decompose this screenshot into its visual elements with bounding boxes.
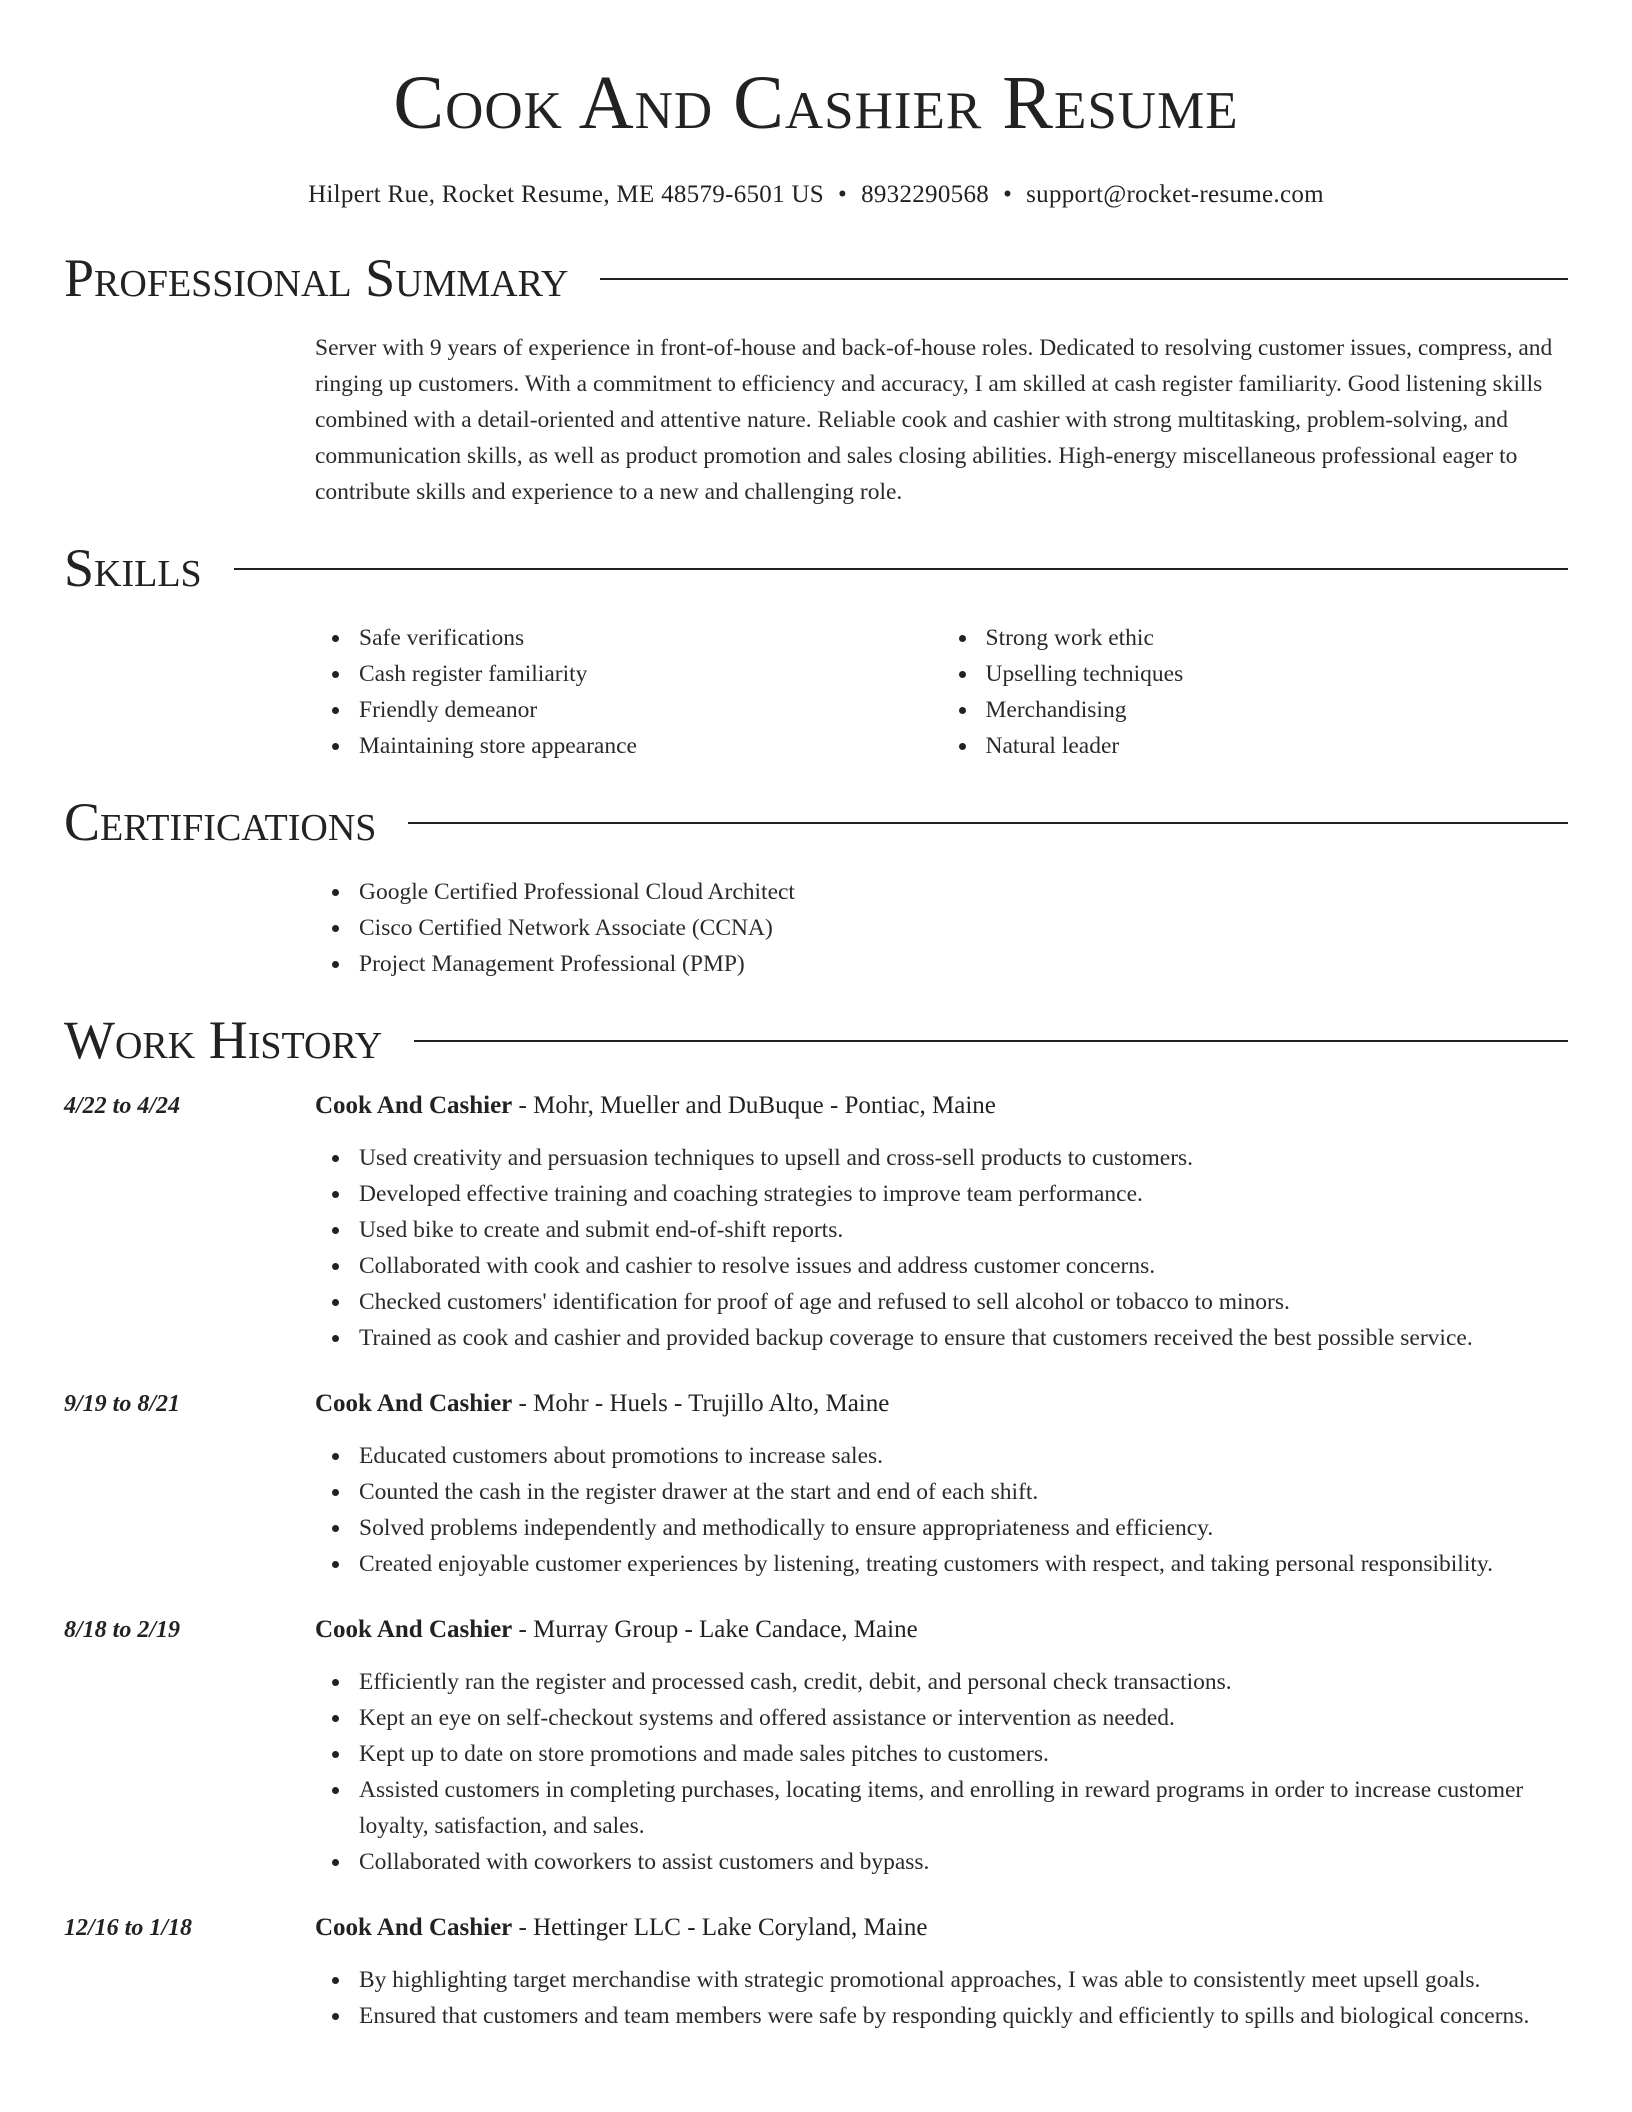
job-bullet: Developed effective training and coaching strategies to improve team performance. <box>359 1176 1568 1212</box>
job-entry <box>64 1088 1568 1356</box>
job-dates: 4/22 to 4/24 <box>64 1093 181 1119</box>
section-divider <box>234 568 1568 570</box>
contact-separator: • <box>838 181 848 208</box>
skill-item: Safe verifications <box>359 620 942 656</box>
job-header <box>64 1088 1568 1124</box>
certifications-section-header <box>64 792 1568 852</box>
contact-phone: 8932290568 <box>861 181 990 208</box>
skill-item: Cash register familiarity <box>359 656 942 692</box>
job-bullets <box>315 1664 1568 1880</box>
summary-section-title: Professional Summary <box>64 248 569 308</box>
job-header <box>64 1612 1568 1648</box>
skills-list-right <box>942 620 1569 764</box>
certifications-block <box>315 874 1568 982</box>
work-section-title: Work History <box>64 1010 383 1070</box>
skills-section-title: Skills <box>64 538 202 598</box>
job-title: Cook And Cashier <box>315 1616 513 1643</box>
work-section-header <box>64 1010 1568 1070</box>
contact-address: Hilpert Rue, Rocket Resume, ME 48579-6501 US <box>308 181 824 208</box>
job-bullet: Counted the cash in the register drawer at the start and end of each shift. <box>359 1474 1568 1510</box>
job-entry <box>64 1612 1568 1880</box>
contact-separator: • <box>1003 181 1013 208</box>
contact-line <box>64 180 1568 210</box>
summary-section-header <box>64 248 1568 308</box>
section-divider <box>414 1040 1568 1042</box>
job-employer: - Mohr, Mueller and DuBuque - Pontiac, Maine <box>512 1092 996 1119</box>
job-employer: - Murray Group - Lake Candace, Maine <box>512 1616 918 1643</box>
job-heading <box>315 1910 927 1946</box>
job-heading <box>315 1386 889 1422</box>
skills-grid <box>315 620 1568 764</box>
job-bullet: Collaborated with cook and cashier to resolve issues and address customer concerns. <box>359 1248 1568 1284</box>
certification-item: Project Management Professional (PMP) <box>359 946 1568 982</box>
job-bullet: Checked customers' identification for proof of age and refused to sell alcohol or tobacco to minors. <box>359 1284 1568 1320</box>
job-heading <box>315 1088 996 1124</box>
job-bullets <box>315 1438 1568 1582</box>
job-bullets <box>315 1140 1568 1356</box>
job-bullet: By highlighting target merchandise with strategic promotional approaches, I was able to consistently meet upsell goals. <box>359 1962 1568 1998</box>
skill-item: Maintaining store appearance <box>359 728 942 764</box>
contact-email: support@rocket-resume.com <box>1026 181 1324 208</box>
job-employer: - Mohr - Huels - Trujillo Alto, Maine <box>512 1390 890 1417</box>
summary-text: Server with 9 years of experience in front-of-house and back-of-house roles. Dedicated to resolving customer issues, compress, and ringing up customers. With a commitment to efficiency and accuracy, I am skilled at cash register familiarity. Good listening skills combined with a detail-oriented and attentive nature. Reliable cook and cashier with strong multitasking, problem-solving, and communication skills, as well as product promotion and sales closing abilities. High-energy miscellaneous professional eager to contribute skills and experience to a new and challenging role. <box>315 335 1553 505</box>
job-entry <box>64 1386 1568 1582</box>
certifications-section-title: Certifications <box>64 792 377 852</box>
job-header <box>64 1386 1568 1422</box>
skill-item: Upselling techniques <box>986 656 1569 692</box>
job-bullet: Trained as cook and cashier and provided backup coverage to ensure that customers received the best possible service. <box>359 1320 1568 1356</box>
job-bullet: Used creativity and persuasion techniques to upsell and cross-sell products to customers. <box>359 1140 1568 1176</box>
skills-section-header <box>64 538 1568 598</box>
job-heading <box>315 1612 918 1648</box>
skills-list-left <box>315 620 942 764</box>
job-bullet: Kept up to date on store promotions and made sales pitches to customers. <box>359 1736 1568 1772</box>
job-title: Cook And Cashier <box>315 1390 513 1417</box>
job-dates: 12/16 to 1/18 <box>64 1915 193 1941</box>
job-title: Cook And Cashier <box>315 1914 513 1941</box>
job-bullet: Assisted customers in completing purchases, locating items, and enrolling in reward programs in order to increase customer loyalty, satisfaction, and sales. <box>359 1772 1568 1844</box>
job-bullet: Kept an eye on self-checkout systems and offered assistance or intervention as needed. <box>359 1700 1568 1736</box>
job-bullet: Solved problems independently and methodically to ensure appropriateness and efficiency. <box>359 1510 1568 1546</box>
job-entry <box>64 1910 1568 2034</box>
job-dates: 9/19 to 8/21 <box>64 1391 181 1417</box>
job-dates: 8/18 to 2/19 <box>64 1617 181 1643</box>
certification-item: Google Certified Professional Cloud Architect <box>359 874 1568 910</box>
skill-item: Strong work ethic <box>986 620 1569 656</box>
certifications-list <box>315 874 1568 982</box>
job-bullet: Created enjoyable customer experiences by listening, treating customers with respect, and taking personal responsibility. <box>359 1546 1568 1582</box>
job-bullet: Collaborated with coworkers to assist customers and bypass. <box>359 1844 1568 1880</box>
job-bullet: Educated customers about promotions to increase sales. <box>359 1438 1568 1474</box>
job-header <box>64 1910 1568 1946</box>
job-bullet: Efficiently ran the register and processed cash, credit, debit, and personal check transactions. <box>359 1664 1568 1700</box>
job-title: Cook And Cashier <box>315 1092 513 1119</box>
job-bullet: Ensured that customers and team members were safe by responding quickly and efficiently to spills and biological concerns. <box>359 1998 1568 2034</box>
section-divider <box>600 278 1568 280</box>
skill-item: Friendly demeanor <box>359 692 942 728</box>
certification-item: Cisco Certified Network Associate (CCNA) <box>359 910 1568 946</box>
section-divider <box>408 822 1568 824</box>
skill-item: Merchandising <box>986 692 1569 728</box>
resume-title: Cook And Cashier Resume <box>393 61 1239 145</box>
job-bullets <box>315 1962 1568 2034</box>
job-employer: - Hettinger LLC - Lake Coryland, Maine <box>512 1914 928 1941</box>
job-bullet: Used bike to create and submit end-of-shift reports. <box>359 1212 1568 1248</box>
skill-item: Natural leader <box>986 728 1569 764</box>
